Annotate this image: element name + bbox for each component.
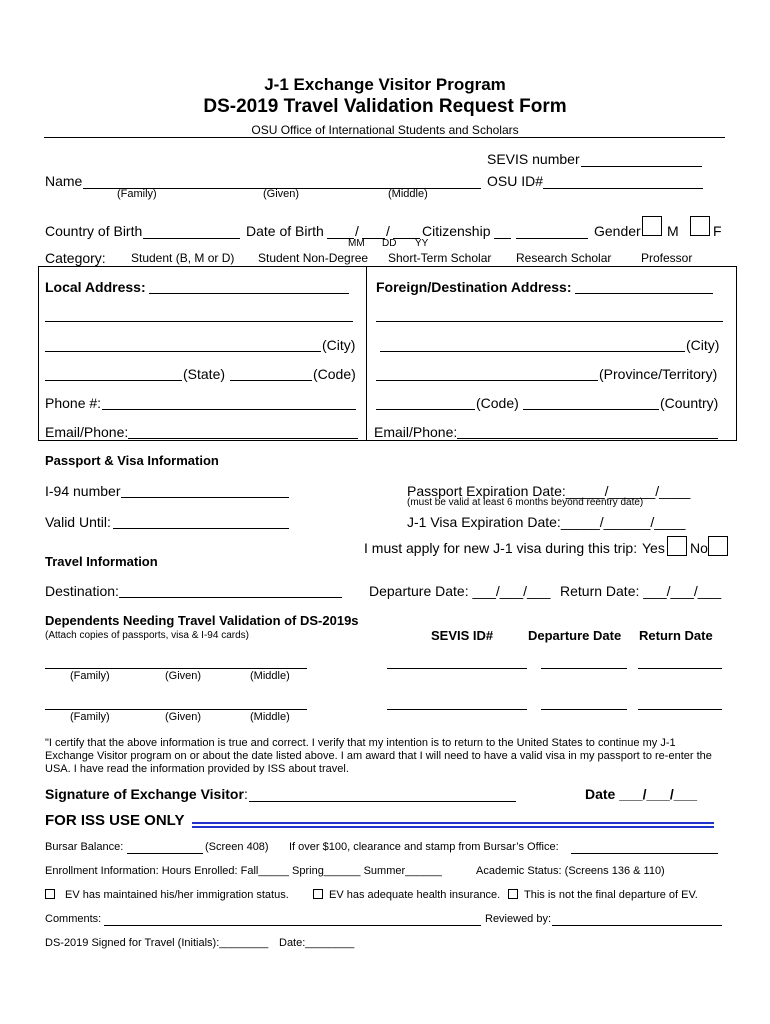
checkbox-icon[interactable] [508,889,518,899]
valid-until-field[interactable] [113,528,289,529]
local-city-field[interactable] [45,351,321,352]
signature-date-label[interactable]: Date ___/___/___ [585,786,698,802]
i94-field[interactable] [121,497,289,498]
category-option[interactable]: Short-Term Scholar [388,251,492,265]
local-address-label: Local Address: [45,279,146,295]
name-label: Name [45,173,83,189]
dependent1-departure-field[interactable] [541,668,627,669]
check-final-departure[interactable] [508,889,698,901]
signature-colon: : [244,786,248,802]
foreign-email-field[interactable] [457,438,718,439]
foreign-email-label: Email/Phone: [374,424,458,440]
dependent1-family-hint: (Family) [70,670,110,682]
foreign-code-hint: (Code) [476,395,519,411]
country-field[interactable] [143,238,240,239]
foreign-country-field[interactable] [523,409,659,410]
check-immigration-text: EV has maintained his/her immigration status. [65,889,289,901]
local-address-line2[interactable] [45,321,353,322]
header-rule [44,137,725,138]
bursar-clearance-field[interactable] [571,853,718,854]
reviewed-field[interactable] [552,925,722,926]
local-email-field[interactable] [128,438,358,439]
foreign-province-hint: (Province/Territory) [599,366,718,382]
gender-f-label: F [713,223,722,239]
checkbox-icon[interactable] [313,889,323,899]
new-visa-yes-label: Yes [642,540,665,556]
dependents-heading: Dependents Needing Travel Validation of DS-2019s [45,613,359,628]
dependent2-departure-field[interactable] [541,709,627,710]
col-return-date: Return Date [639,628,713,643]
gender-m-checkbox[interactable] [642,216,662,236]
foreign-address-field[interactable] [575,293,713,294]
check-immigration-status[interactable] [45,889,289,901]
dob-sep: / [355,223,359,239]
return-date-label[interactable]: Return Date: ___/___/___ [560,583,722,599]
travel-heading: Travel Information [45,554,158,569]
dependents-note: (Attach copies of passports, visa & I-94 cards) [45,630,249,641]
dependent2-sevis-field[interactable] [387,709,527,710]
destination-field[interactable] [119,597,342,598]
bursar-screen: (Screen 408) [205,841,269,853]
comments-field[interactable] [104,925,481,926]
name-given-hint: (Given) [263,188,300,200]
name-family-hint: (Family) [117,188,157,200]
iss-heading: FOR ISS USE ONLY [45,812,185,829]
new-visa-no-checkbox[interactable] [708,536,728,556]
bursar-field[interactable] [127,853,203,854]
dob-label: Date of Birth [246,223,324,239]
form-supertitle: J-1 Exchange Visitor Program [264,75,506,94]
local-state-field[interactable] [45,380,182,381]
category-option[interactable]: Professor [641,251,693,265]
dependent1-middle-hint: (Middle) [250,670,290,682]
dob-mm-hint: MM [348,238,365,249]
dependent1-sevis-field[interactable] [387,668,527,669]
bursar-label: Bursar Balance: [45,841,124,853]
check-health-insurance[interactable] [313,889,500,901]
address-divider [366,266,367,441]
category-option[interactable]: Student (B, M or D) [131,251,235,265]
new-visa-yes-checkbox[interactable] [667,536,687,556]
sevis-label: SEVIS number [487,151,580,167]
gender-f-checkbox[interactable] [690,216,710,236]
dob-dd-hint: DD [382,238,397,249]
form-title: DS-2019 Travel Validation Request Form [203,96,567,117]
foreign-address-label: Foreign/Destination Address: [376,279,572,295]
category-option[interactable]: Research Scholar [516,251,612,265]
signed-initials-label[interactable]: DS-2019 Signed for Travel (Initials):________ [45,937,269,949]
foreign-city-field[interactable] [380,351,685,352]
foreign-province-field[interactable] [376,380,598,381]
local-state-hint: (State) [183,366,226,382]
category-label: Category: [45,250,106,266]
local-address-field[interactable] [149,293,349,294]
signed-date-label[interactable]: Date:________ [279,937,355,949]
destination-label: Destination: [45,583,119,599]
dob-yy-hint: YY [415,238,429,249]
citizenship-label: Citizenship [422,223,491,239]
col-sevis-id: SEVIS ID# [431,628,494,643]
academic-status: Academic Status: (Screens 136 & 110) [476,865,665,877]
iss-rule-top [192,822,714,824]
foreign-country-hint: (Country) [660,395,719,411]
name-middle-hint: (Middle) [388,188,428,200]
form-subtitle: OSU Office of International Students and Scholars [251,123,519,137]
comments-label: Comments: [45,913,102,925]
reviewed-label: Reviewed by: [485,913,552,925]
signature-field[interactable] [249,801,516,802]
new-visa-label: I must apply for new J-1 visa during this trip: [364,540,638,556]
passport-note: (must be valid at least 6 months beyond reentry date) [407,497,644,508]
dependent1-given-hint: (Given) [165,670,202,682]
passport-heading: Passport & Visa Information [45,453,219,468]
check-final-text: This is not the final departure of EV. [524,889,698,901]
dob-sep: / [386,223,390,239]
gender-m-label: M [667,223,679,239]
dependent2-family-hint: (Family) [70,711,110,723]
certification-text: "I certify that the above information is true and correct. I verify that my intention is to return to the United States to continue my J-1 Exchange Visitor program on or about the date listed above. I am award that I will need to have a valid visa in my passport to re-enter the USA. I have read the information provided by ISS about travel. [45,737,712,775]
col-departure-date: Departure Date [528,628,622,643]
sevis-field[interactable] [581,166,702,167]
enrollment-info[interactable]: Enrollment Information: Hours Enrolled: Fall_____ Spring______ Summer______ [45,865,442,877]
local-email-label: Email/Phone: [45,424,129,440]
bursar-over-label: If over $100, clearance and stamp from Bursar’s Office: [289,841,559,853]
local-phone-label: Phone #: [45,395,102,411]
category-option[interactable]: Student Non-Degree [258,251,369,265]
departure-date-label[interactable]: Departure Date: ___/___/___ [369,583,551,599]
osu-id-field[interactable] [543,188,703,189]
new-visa-no-label: No [690,540,708,556]
citizenship-field-2[interactable] [516,238,588,239]
signature-label: Signature of Exchange Visitor [45,786,244,802]
osu-id-label: OSU ID# [487,173,544,189]
valid-until-label: Valid Until: [45,514,111,530]
foreign-address-line2[interactable] [376,321,723,322]
dependent2-given-hint: (Given) [165,711,202,723]
i94-label: I-94 number [45,483,121,499]
dependent1-name-field[interactable] [45,668,307,669]
dependent2-return-field[interactable] [638,709,722,710]
local-code-field[interactable] [230,380,312,381]
gender-label: Gender [594,223,641,239]
local-code-hint: (Code) [313,366,356,382]
country-label: Country of Birth [45,223,143,239]
dependent2-middle-hint: (Middle) [250,711,290,723]
visa-exp-label[interactable]: J-1 Visa Expiration Date:_____/______/____ [407,514,686,530]
dependent1-return-field[interactable] [638,668,722,669]
citizenship-field[interactable] [494,238,511,239]
dependent2-name-field[interactable] [45,709,307,710]
passport-exp-label[interactable]: Passport Expiration Date:_____/______/____ [407,483,691,499]
check-health-text: EV has adequate health insurance. [329,889,501,901]
local-phone-field[interactable] [102,409,356,410]
iss-rule-bottom [192,826,714,828]
local-city-hint: (City) [322,337,356,353]
foreign-city-hint: (City) [686,337,720,353]
foreign-code-field[interactable] [376,409,475,410]
checkbox-icon[interactable] [45,889,55,899]
